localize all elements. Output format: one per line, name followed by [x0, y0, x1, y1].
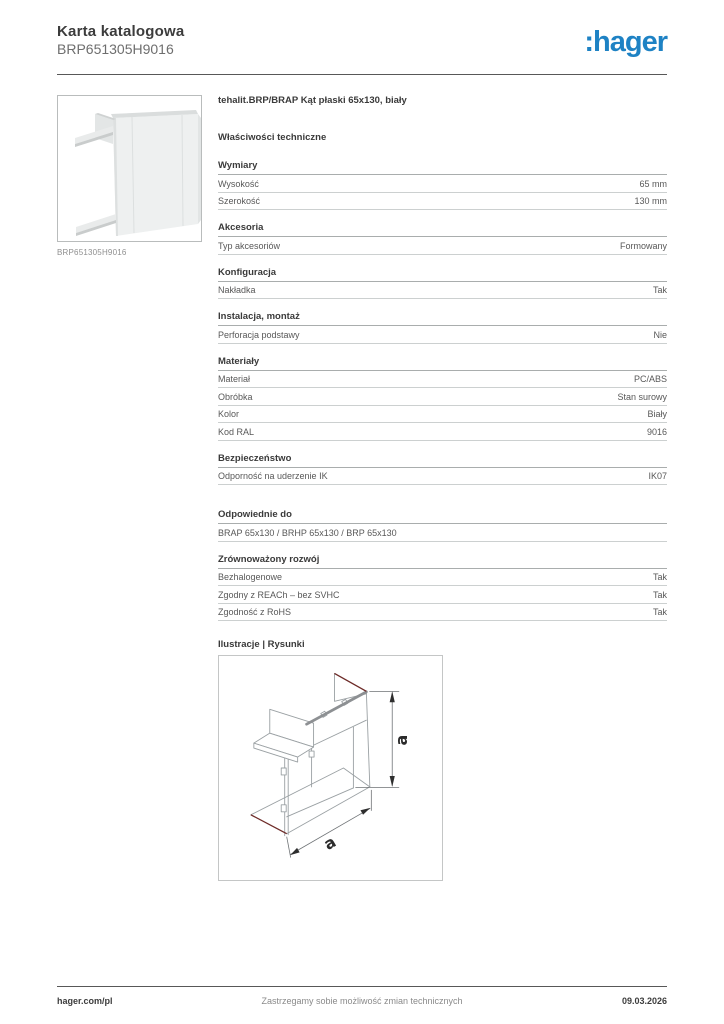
product-render — [58, 96, 201, 241]
dimension-label-vertical: a — [392, 734, 412, 746]
spec-label: BRAP 65x130 / BRHP 65x130 / BRP 65x130 — [218, 527, 397, 538]
product-image-caption: BRP651305H9016 — [57, 248, 127, 257]
spec-value: Tak — [652, 607, 667, 617]
section-bezpieczenstwo — [218, 453, 667, 486]
spec-label: Szerokość — [218, 196, 261, 206]
spec-row — [218, 282, 667, 300]
section-instalacja — [218, 311, 667, 344]
product-title: tehalit.BRP/BRAP Kąt płaski 65x130, biały — [218, 95, 407, 106]
product-image-column — [57, 95, 202, 257]
spec-label: Kod RAL — [218, 426, 255, 437]
spec-value: 130 mm — [634, 196, 667, 206]
footer-disclaimer: Zastrzegamy sobie możliwość zmian technicznych — [261, 996, 463, 1006]
section-heading: Konfiguracja — [218, 267, 667, 282]
spec-value: Tak — [652, 572, 667, 582]
spec-value: PC/ABS — [633, 374, 667, 384]
footer — [57, 986, 667, 1006]
spec-value: IK07 — [648, 471, 667, 481]
spec-row — [218, 468, 667, 486]
section-heading: Akcesoria — [218, 222, 667, 237]
spec-value: 65 mm — [639, 178, 667, 189]
technical-drawing — [218, 655, 443, 881]
spec-value: Tak — [652, 285, 667, 295]
hager-logo: :hager — [584, 26, 667, 58]
spec-row — [218, 586, 667, 604]
footer-date: 09.03.2026 — [621, 996, 667, 1006]
product-image — [57, 95, 202, 242]
section-heading: Wymiary — [218, 160, 667, 175]
spec-row — [218, 326, 667, 344]
spec-label: Wysokość — [218, 178, 259, 189]
section-zrownowazony-rozwoj — [218, 554, 667, 622]
header — [0, 0, 724, 58]
footer-website: hager.com/pl — [57, 996, 113, 1006]
spec-row — [218, 423, 667, 441]
spec-label: Typ akcesoriów — [218, 240, 281, 251]
spec-row — [218, 193, 667, 211]
spec-row — [218, 371, 667, 389]
section-heading: Instalacja, montaż — [218, 311, 667, 326]
section-materialy — [218, 356, 667, 441]
spec-row — [218, 388, 667, 406]
flat-angle-drawing — [219, 656, 442, 880]
spec-row — [218, 569, 667, 587]
section-odpowiednie-do — [218, 509, 667, 542]
page-title: Karta katalogowa — [57, 23, 185, 40]
section-heading: Odpowiednie do — [218, 509, 667, 524]
section-heading: Zrównoważony rozwój — [218, 554, 667, 569]
dimension-label-diagonal: a — [320, 831, 340, 854]
section-wymiary — [218, 160, 667, 210]
spec-value: Stan surowy — [617, 391, 667, 402]
spec-row — [218, 237, 667, 255]
spec-row — [218, 175, 667, 193]
spec-label: Bezhalogenowe — [218, 572, 283, 582]
properties-heading: Właściwości techniczne — [218, 132, 327, 143]
spec-value: 9016 — [646, 426, 667, 437]
spec-value: Nie — [653, 329, 667, 340]
spec-label: Nakładka — [218, 285, 256, 295]
section-konfiguracja — [218, 267, 667, 300]
spec-row — [218, 604, 667, 622]
spec-label: Materiał — [218, 374, 251, 384]
footer-divider — [57, 986, 667, 987]
header-text — [57, 23, 184, 58]
header-product-code: BRP651305H9016 — [57, 41, 174, 57]
illustrations-heading: Ilustracje | Rysunki — [218, 639, 305, 650]
spec-label: Zgodny z REACh – bez SVHC — [218, 589, 340, 600]
spec-label: Obróbka — [218, 391, 253, 402]
section-heading: Bezpieczeństwo — [218, 453, 667, 468]
spec-label: Perforacja podstawy — [218, 329, 300, 340]
spec-label: Kolor — [218, 409, 240, 419]
spec-label: Odporność na uderzenie IK — [218, 471, 328, 481]
content — [57, 95, 667, 881]
section-akcesoria — [218, 222, 667, 255]
section-heading: Materiały — [218, 356, 667, 371]
spec-value: Formowany — [619, 240, 667, 251]
spec-column — [218, 95, 667, 881]
spec-label: Zgodność z RoHS — [218, 607, 292, 617]
spec-value: Tak — [652, 589, 667, 600]
header-divider — [57, 74, 667, 75]
spec-value: Biały — [647, 409, 667, 419]
spec-row — [218, 406, 667, 424]
spec-row — [218, 524, 667, 542]
